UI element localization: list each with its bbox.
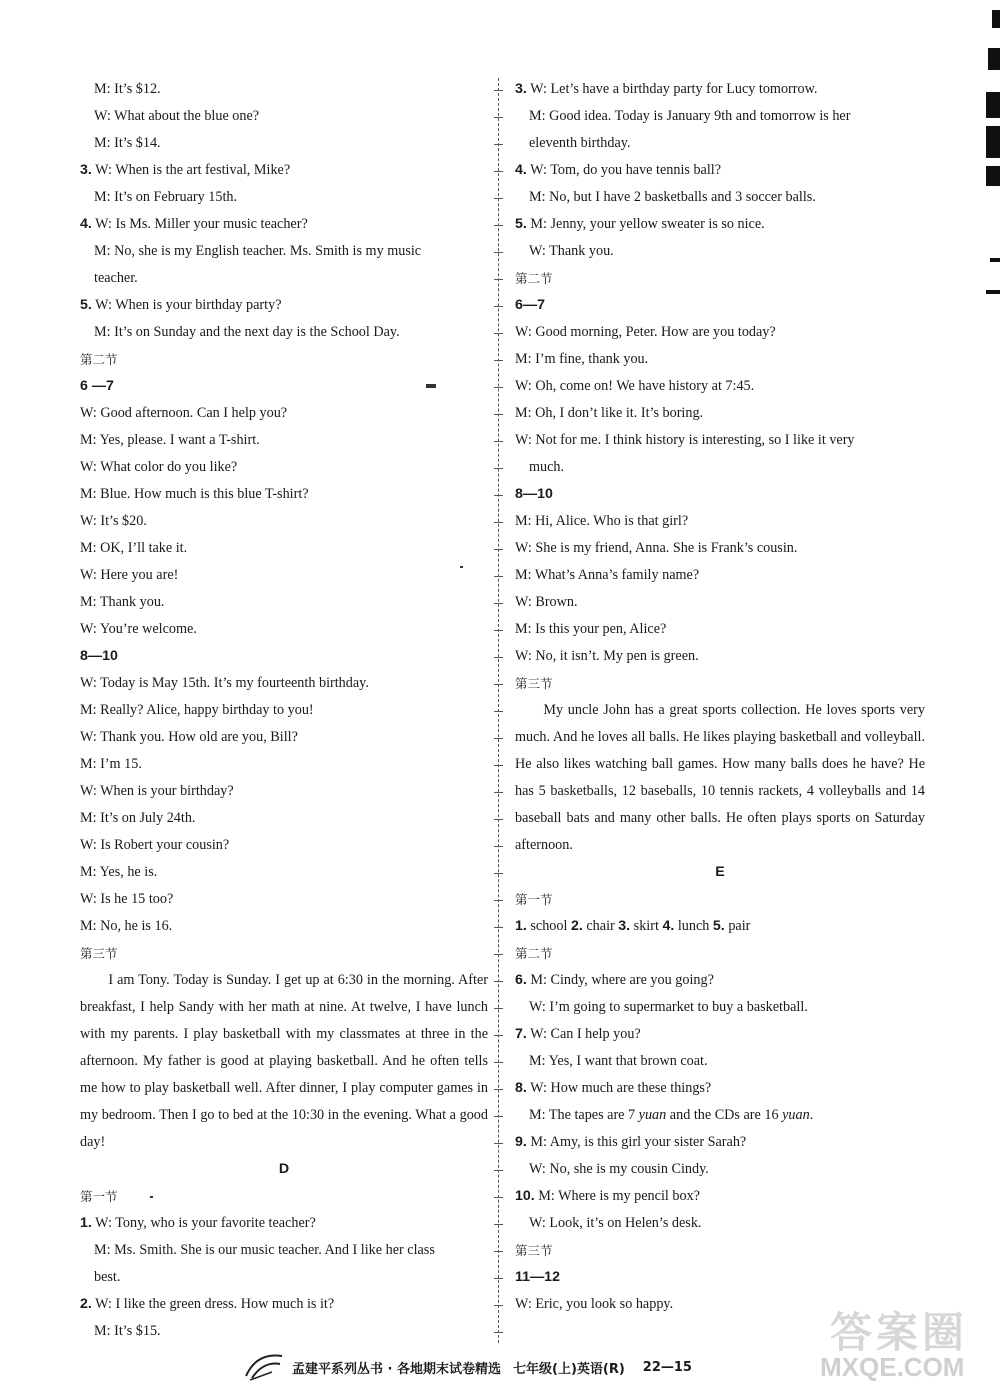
text-line xyxy=(80,940,488,967)
text-line xyxy=(80,562,488,589)
edge-mark xyxy=(990,258,1000,262)
text-line xyxy=(515,994,925,1021)
line-text: W: Brown. xyxy=(515,594,578,610)
text-line xyxy=(80,319,488,346)
binding-tick xyxy=(494,441,503,442)
answer-number: 2. xyxy=(570,918,583,934)
line-text: M: OK, I’ll take it. xyxy=(80,540,188,556)
right-column xyxy=(515,76,925,1318)
text-line xyxy=(80,481,488,508)
text-line xyxy=(515,1237,925,1264)
binding-tick xyxy=(494,684,503,685)
binding-tick xyxy=(494,1224,503,1225)
binding-tick xyxy=(494,1089,503,1090)
line-text: W: How much are these things? xyxy=(526,1080,712,1096)
line-text: M: Blue. How much is this blue T-shirt? xyxy=(80,486,309,502)
line-text: M: It’s on February 15th. xyxy=(94,189,238,205)
line-text: 6 —7 xyxy=(80,378,114,394)
binding-tick xyxy=(494,1170,503,1171)
item-number: 8. xyxy=(515,1080,527,1096)
edge-mark xyxy=(986,126,1000,158)
binding-tick xyxy=(494,225,503,226)
answer-word: skirt xyxy=(630,918,663,934)
text-line xyxy=(80,805,488,832)
line-text: M: It’s on Sunday and the next day is the School Day. xyxy=(94,324,400,340)
text-line xyxy=(515,1156,925,1183)
text-line xyxy=(515,211,925,238)
text-line xyxy=(80,832,488,859)
line-text: M: No, she is my English teacher. Ms. Smith is my music xyxy=(94,243,422,259)
text-line xyxy=(80,751,488,778)
text-line xyxy=(80,454,488,481)
item-number: 9. xyxy=(515,1134,527,1150)
text-line xyxy=(515,454,925,481)
watermark-title: 答案圈 xyxy=(830,1309,969,1356)
text-line xyxy=(80,103,488,130)
binding-tick xyxy=(494,603,503,604)
line-text: W: When is your birthday party? xyxy=(91,297,282,313)
text-line xyxy=(80,292,488,319)
item-number: 3. xyxy=(80,162,92,178)
line-text: W: You’re welcome. xyxy=(80,621,197,637)
text-line xyxy=(80,535,488,562)
binding-tick xyxy=(494,954,503,955)
text-line xyxy=(515,589,925,616)
line-text: much. xyxy=(529,459,565,475)
binding-tick xyxy=(494,252,503,253)
currency-unit: yuan xyxy=(782,1107,810,1123)
left-column xyxy=(80,76,488,1345)
text-line xyxy=(80,238,488,265)
line-text: W: Good morning, Peter. How are you today? xyxy=(515,324,776,340)
line-text: W: Here you are! xyxy=(80,567,179,583)
text-line xyxy=(515,859,925,886)
line-text: M: Jenny, your yellow sweater is so nice. xyxy=(526,216,765,232)
binding-tick xyxy=(494,630,503,631)
binding-tick xyxy=(494,414,503,415)
binding-tick xyxy=(494,1062,503,1063)
text-line xyxy=(515,265,925,292)
binding-tick xyxy=(494,1305,503,1306)
binding-tick xyxy=(494,900,503,901)
binding-tick xyxy=(494,117,503,118)
line-text: M: Ms. Smith. She is our music teacher. And I like her class xyxy=(94,1242,435,1258)
text-line xyxy=(80,589,488,616)
item-number: 2. xyxy=(80,1296,92,1312)
binding-tick xyxy=(494,576,503,577)
line-text: M: Oh, I don’t like it. It’s boring. xyxy=(515,405,704,421)
text-line xyxy=(80,1237,488,1264)
text-line xyxy=(80,724,488,751)
text-line xyxy=(80,76,488,103)
line-text: W: Good afternoon. Can I help you? xyxy=(80,405,288,421)
text-line xyxy=(80,913,488,940)
text-line xyxy=(515,508,925,535)
text-line xyxy=(515,130,925,157)
answer-number: 4. xyxy=(662,918,675,934)
binding-tick xyxy=(494,495,503,496)
line-text: W: I like the green dress. How much is it? xyxy=(91,1296,335,1312)
text-line xyxy=(80,1210,488,1237)
binding-tick xyxy=(494,738,503,739)
line-text: W: Today is May 15th. It’s my fourteenth birthday. xyxy=(80,675,369,691)
line-text: M: Really? Alice, happy birthday to you! xyxy=(80,702,314,718)
ink-spot xyxy=(460,566,463,568)
line-text: M: No, he is 16. xyxy=(80,918,173,934)
line-text: M: What’s Anna’s family name? xyxy=(515,567,700,583)
line-text: 第三节 xyxy=(80,946,118,961)
edge-mark xyxy=(988,48,1000,70)
line-text: 6—7 xyxy=(515,297,545,313)
text-line xyxy=(80,130,488,157)
watermark xyxy=(790,1300,990,1390)
text-line xyxy=(515,481,925,508)
text-line xyxy=(515,670,925,697)
text-line xyxy=(515,886,925,913)
line-text: W: Oh, come on! We have history at 7:45. xyxy=(515,378,755,394)
answer-word: school xyxy=(526,918,571,934)
line-text: M: Cindy, where are you going? xyxy=(526,972,714,988)
line-text: W: What color do you like? xyxy=(80,459,238,475)
text-line xyxy=(80,1291,488,1318)
binding-tick xyxy=(494,171,503,172)
binding-tick xyxy=(494,522,503,523)
text-line xyxy=(515,373,925,400)
text-line xyxy=(80,157,488,184)
text-line xyxy=(80,886,488,913)
text-line xyxy=(80,400,488,427)
text-line xyxy=(515,1102,925,1129)
text-line xyxy=(80,265,488,292)
line-text: 第三节 xyxy=(515,676,553,691)
item-number: 6. xyxy=(515,972,527,988)
line-text: eleventh birthday. xyxy=(529,135,631,151)
answer-word: chair xyxy=(582,918,619,934)
edge-mark xyxy=(992,10,1000,28)
item-number: 10. xyxy=(515,1188,535,1204)
footer-page-number: 22—15 xyxy=(642,1359,692,1375)
text-line xyxy=(515,76,925,103)
answer-word: lunch xyxy=(674,918,713,934)
line-text: 第三节 xyxy=(515,1243,553,1258)
line-text: W: What about the blue one? xyxy=(94,108,260,124)
line-text: M: Yes, he is. xyxy=(80,864,158,880)
binding-tick xyxy=(494,1251,503,1252)
binding-tick xyxy=(494,1116,503,1117)
item-number: 1. xyxy=(80,1215,92,1231)
line-text: M: It’s on July 24th. xyxy=(80,810,196,826)
text-line xyxy=(80,427,488,454)
line-text: W: Tony, who is your favorite teacher? xyxy=(91,1215,316,1231)
line-text: W: Let’s have a birthday party for Lucy tomorrow. xyxy=(526,81,818,97)
binding-tick xyxy=(494,144,503,145)
text-line xyxy=(515,643,925,670)
binding-tick xyxy=(494,360,503,361)
text-line xyxy=(515,940,925,967)
item-number: 5. xyxy=(80,297,92,313)
answer-number: 3. xyxy=(618,918,631,934)
left-tail xyxy=(80,1156,488,1345)
binding-tick xyxy=(494,981,503,982)
binding-tick xyxy=(494,468,503,469)
text: and the CDs are 16 xyxy=(666,1107,783,1123)
text-line xyxy=(515,400,925,427)
line-text: M: Good idea. Today is January 9th and tomorrow is her xyxy=(529,108,851,124)
text: . xyxy=(809,1107,814,1123)
line-text: W: When is your birthday? xyxy=(80,783,234,799)
line-text: W: No, she is my cousin Cindy. xyxy=(529,1161,709,1177)
line-text: M: Where is my pencil box? xyxy=(534,1188,700,1204)
text-line xyxy=(515,616,925,643)
line-text: M: It’s $15. xyxy=(94,1323,161,1339)
answer-number: 1. xyxy=(515,918,527,934)
line-text: W: Is he 15 too? xyxy=(80,891,174,907)
text-line xyxy=(515,1075,925,1102)
text-line xyxy=(80,1156,488,1183)
binding-tick xyxy=(494,1332,503,1333)
text-line xyxy=(515,1048,925,1075)
currency-unit: yuan xyxy=(638,1107,667,1123)
text: M: The tapes are 7 xyxy=(529,1107,639,1123)
text-line xyxy=(515,238,925,265)
item-number: 5. xyxy=(515,216,527,232)
binding-tick xyxy=(494,1143,503,1144)
binding-tick xyxy=(494,873,503,874)
line-text: W: Thank you. xyxy=(529,243,614,259)
line-text: 8—10 xyxy=(515,486,553,502)
answer-word: pair xyxy=(724,918,751,934)
line-text: M: I’m 15. xyxy=(80,756,142,772)
line-text: D xyxy=(278,1161,290,1177)
line-text: 第二节 xyxy=(515,946,553,961)
text-line xyxy=(515,1129,925,1156)
ink-spot xyxy=(150,1196,153,1198)
line-text: M: I’m fine, thank you. xyxy=(515,351,649,367)
answer-number: 5. xyxy=(712,918,725,934)
line-text: W: Thank you. How old are you, Bill? xyxy=(80,729,298,745)
line-text: 11—12 xyxy=(515,1269,560,1285)
line-text: M: Thank you. xyxy=(80,594,165,610)
line-text: 第二节 xyxy=(515,271,553,286)
text-line xyxy=(80,184,488,211)
binding-tick xyxy=(494,1008,503,1009)
text-line xyxy=(515,319,925,346)
text-line xyxy=(515,913,925,940)
ink-spot xyxy=(426,384,436,388)
binding-tick xyxy=(494,1035,503,1036)
text-line xyxy=(80,211,488,238)
watermark-site: MXQE.COM xyxy=(820,1352,965,1382)
line-text: W: I’m going to supermarket to buy a basketball. xyxy=(529,999,808,1015)
line-text: W: She is my friend, Anna. She is Frank’s cousin. xyxy=(515,540,798,556)
text-line xyxy=(80,616,488,643)
binding-tick xyxy=(494,657,503,658)
line-text: M: Hi, Alice. Who is that girl? xyxy=(515,513,689,529)
text-line xyxy=(80,1183,488,1210)
line-text: W: It’s $20. xyxy=(80,513,147,529)
line-text: M: Yes, please. I want a T-shirt. xyxy=(80,432,260,448)
text-line xyxy=(80,697,488,724)
text-line xyxy=(515,562,925,589)
text-line xyxy=(80,346,488,373)
binding-tick xyxy=(494,306,503,307)
edge-mark xyxy=(986,290,1000,294)
binding-tick xyxy=(494,333,503,334)
line-text: W: Tom, do you have tennis ball? xyxy=(526,162,722,178)
text-line xyxy=(515,535,925,562)
footer-grade: 七年级(上)英语(R) xyxy=(513,1361,625,1377)
line-text: M: It’s $14. xyxy=(94,135,161,151)
line-text: W: Is Robert your cousin? xyxy=(80,837,230,853)
binding-tick xyxy=(494,1278,503,1279)
text-line xyxy=(515,103,925,130)
binding-tick xyxy=(494,1197,503,1198)
right-lines xyxy=(515,76,925,697)
page-footer xyxy=(240,1352,800,1382)
binding-tick xyxy=(494,765,503,766)
line-text: 第二节 xyxy=(80,352,118,367)
line-text: M: Yes, I want that brown coat. xyxy=(529,1053,708,1069)
text-line xyxy=(515,427,925,454)
binding-tick xyxy=(494,387,503,388)
binding-tick xyxy=(494,846,503,847)
item-number: 4. xyxy=(80,216,92,232)
binding-tick xyxy=(494,549,503,550)
edge-mark xyxy=(986,92,1000,118)
line-text: 第一节 xyxy=(80,1189,118,1204)
line-text: M: Amy, is this girl your sister Sarah? xyxy=(526,1134,747,1150)
text-line xyxy=(80,859,488,886)
right-tail xyxy=(515,859,925,1318)
line-text: best. xyxy=(94,1269,121,1285)
footer-series: 孟建平系列丛书 · 各地期末试卷精选 xyxy=(292,1361,501,1377)
line-text: M: Is this your pen, Alice? xyxy=(515,621,667,637)
line-text: W: When is the art festival, Mike? xyxy=(91,162,291,178)
left-lines xyxy=(80,76,488,967)
line-text: 8—10 xyxy=(80,648,118,664)
item-number: 7. xyxy=(515,1026,527,1042)
text-line xyxy=(80,1264,488,1291)
binding-tick xyxy=(494,792,503,793)
text-line xyxy=(515,1021,925,1048)
binding-tick xyxy=(494,198,503,199)
line-text: W: No, it isn’t. My pen is green. xyxy=(515,648,699,664)
binding-tick xyxy=(494,90,503,91)
item-number: 3. xyxy=(515,81,527,97)
left-passage: I am Tony. Today is Sunday. I get up at 6:30 in the morning. After breakfast, I help Sandy with her math at nine. At twelve, I have lunch with my parents. I play basketball with my classmates at three in the afternoon. My father is good at playing basketball. And he often tells me how to play basketball well. After dinner, I play computer games in my bedroom. Then I go to bed at the 10:30 in the evening. What a good day! xyxy=(80,972,488,1150)
binding-tick xyxy=(494,927,503,928)
line-text: W: Eric, you look so happy. xyxy=(515,1296,674,1312)
line-text: M: It’s $12. xyxy=(94,81,161,97)
binding-tick xyxy=(494,819,503,820)
line-text: W: Look, it’s on Helen’s desk. xyxy=(529,1215,702,1231)
binding-tick xyxy=(494,279,503,280)
text-line xyxy=(515,967,925,994)
text-line xyxy=(515,1264,925,1291)
line-text: M: No, but I have 2 basketballs and 3 soccer balls. xyxy=(529,189,816,205)
text-line xyxy=(515,157,925,184)
binding-tick xyxy=(494,711,503,712)
line-text: E xyxy=(715,864,725,880)
line-text: 第一节 xyxy=(515,892,553,907)
text-line xyxy=(80,670,488,697)
line-text: W: Not for me. I think history is interesting, so I like it very xyxy=(515,432,855,448)
right-passage: My uncle John has a great sports collection. He loves sports very much. And he loves all balls. He likes playing basketball and volleyball. He also likes watching ball games. How many balls does he have? He has 5 basketballs, 12 baseballs, 10 tennis rackets, 4 volleyballs and 14 baseball bats and many other balls. He often plays sports on Saturday afternoon. xyxy=(515,702,925,853)
line-text: W: Can I help you? xyxy=(526,1026,641,1042)
edge-mark xyxy=(986,166,1000,186)
text-line xyxy=(515,346,925,373)
text-line xyxy=(80,643,488,670)
text-line xyxy=(515,184,925,211)
text-line xyxy=(515,292,925,319)
text-line xyxy=(80,1318,488,1345)
text-line xyxy=(80,778,488,805)
line-text: W: Is Ms. Miller your music teacher? xyxy=(91,216,308,232)
text-line xyxy=(80,508,488,535)
line-text: teacher. xyxy=(94,270,138,286)
text-line xyxy=(515,1183,925,1210)
text-line xyxy=(515,1210,925,1237)
item-number: 4. xyxy=(515,162,527,178)
